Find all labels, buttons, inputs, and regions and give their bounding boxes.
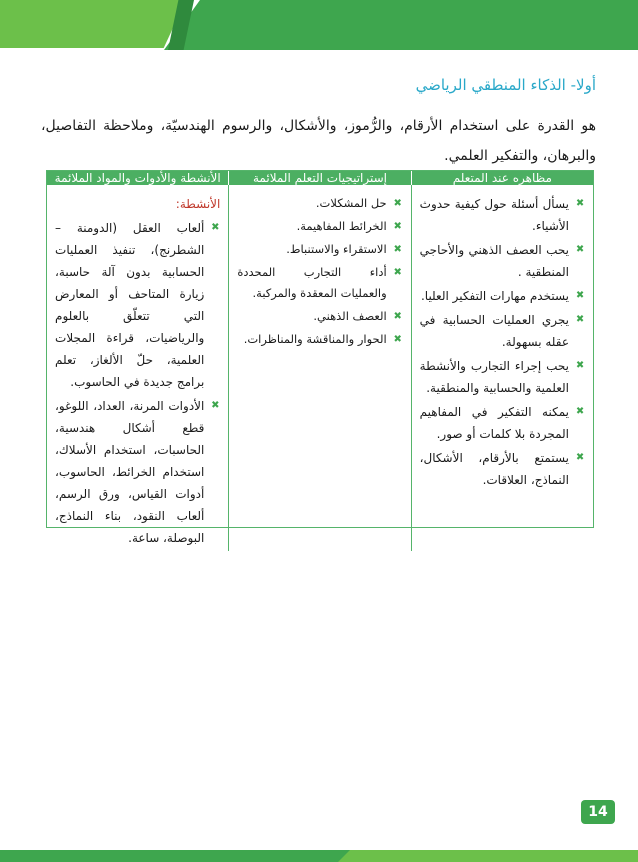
list-item: ✖ يحب العصف الذهني والأحاجي المنطقية . xyxy=(419,243,585,279)
table-header xyxy=(47,171,593,185)
list-item: ✖ العصف الذهني. xyxy=(313,309,402,323)
list-item: ✖ أداء التجارب المحددة والعمليات المعقدة والمركبة. xyxy=(237,265,402,300)
list-item: ✖ حل المشكلات. xyxy=(315,196,402,210)
bullet-icon: ✖ xyxy=(575,452,585,463)
manifestations-column xyxy=(411,185,593,551)
section-title: أولا- الذكاء المنطقي الرياضي xyxy=(415,76,596,94)
list-item: ✖ يستخدم مهارات التفكير العليا. xyxy=(420,289,585,303)
bullet-icon: ✖ xyxy=(393,311,402,322)
bullet-icon: ✖ xyxy=(211,222,220,233)
list-item: ✖ الاستقراء والاستنباط. xyxy=(286,242,402,256)
bullet-icon: ✖ xyxy=(393,198,402,209)
intro-paragraph: هو القدرة على استخدام الأرقام، والرُّموز، والأشكال، والرسوم الهندسيّة، وملاحظة التفاصيل، والبرهان، والتفكير العلمي. xyxy=(41,118,596,164)
manifestations-list xyxy=(420,193,585,491)
list-item: ✖ يحب إجراء التجارب والأنشطة العلمية والحسابية والمنطقية. xyxy=(419,359,585,395)
list-item: ✖ يستمتع بالأرقام، الأشكال، النماذج، العلاقات. xyxy=(419,451,585,487)
list-item: ✖ يمكنه التفكير في المفاهيم المجردة بلا كلمات أو صور. xyxy=(419,405,585,441)
header-activities: الأنشطة والأدوات والمواد الملائمة xyxy=(54,171,221,185)
header-strategies: إستراتيجيات التعلم الملائمة xyxy=(228,171,410,185)
list-item: ✖ يسأل أسئلة حول كيفية حدوث الأشياء. xyxy=(419,197,585,233)
bullet-icon: ✖ xyxy=(393,334,402,345)
intelligence-table xyxy=(46,170,594,545)
activities-column xyxy=(47,185,228,551)
bullet-icon: ✖ xyxy=(211,400,220,411)
header-manifestations: مظاهره عند المتعلم xyxy=(411,171,593,185)
list-item: ✖ الحوار والمناقشة والمناظرات. xyxy=(243,332,402,346)
bullet-icon: ✖ xyxy=(575,290,585,301)
bullet-icon: ✖ xyxy=(393,221,402,232)
bullet-icon: ✖ xyxy=(575,360,585,371)
list-item: ✖ الخرائط المفاهيمة. xyxy=(296,219,402,233)
bullet-icon: ✖ xyxy=(575,244,585,255)
list-item: ✖ يجري العمليات الحسابية في عقله بسهولة. xyxy=(419,313,585,349)
bullet-icon: ✖ xyxy=(575,314,585,325)
activities-list xyxy=(55,217,220,549)
bullet-icon: ✖ xyxy=(393,244,402,255)
bullet-icon: ✖ xyxy=(575,198,585,209)
strategies-column xyxy=(228,185,410,551)
bullet-icon: ✖ xyxy=(575,406,585,417)
table-body xyxy=(47,185,593,551)
activities-heading: الأنشطة: xyxy=(175,197,221,211)
list-item: ✖ ألعاب العقل (الدومنة – الشطرنج)، تنفيذ العمليات الحسابية بدون آلة حاسبة، زيارة المتاحف أو المعارض التي تتعلّق بالعلوم والرياضيات، قراءة المجلات العلمية، حلّ الألغاز، تعلم برامج جديدة في الحاسوب. xyxy=(55,221,220,389)
page-number-badge: 14 xyxy=(581,800,615,824)
footer-band-accent xyxy=(338,850,638,862)
list-item: ✖ الأدوات المرنة، العداد، اللوغو، قطع أشكال هندسية، الحاسبات، استخدام الأسلاك، استخدام الخرائط، الحاسوب، أدوات القياس، ورق الرسم، ألعاب النقود، بناء النماذج، البوصلة، ساعة. xyxy=(55,399,220,545)
strategies-list xyxy=(237,193,402,350)
bullet-icon: ✖ xyxy=(393,267,402,278)
